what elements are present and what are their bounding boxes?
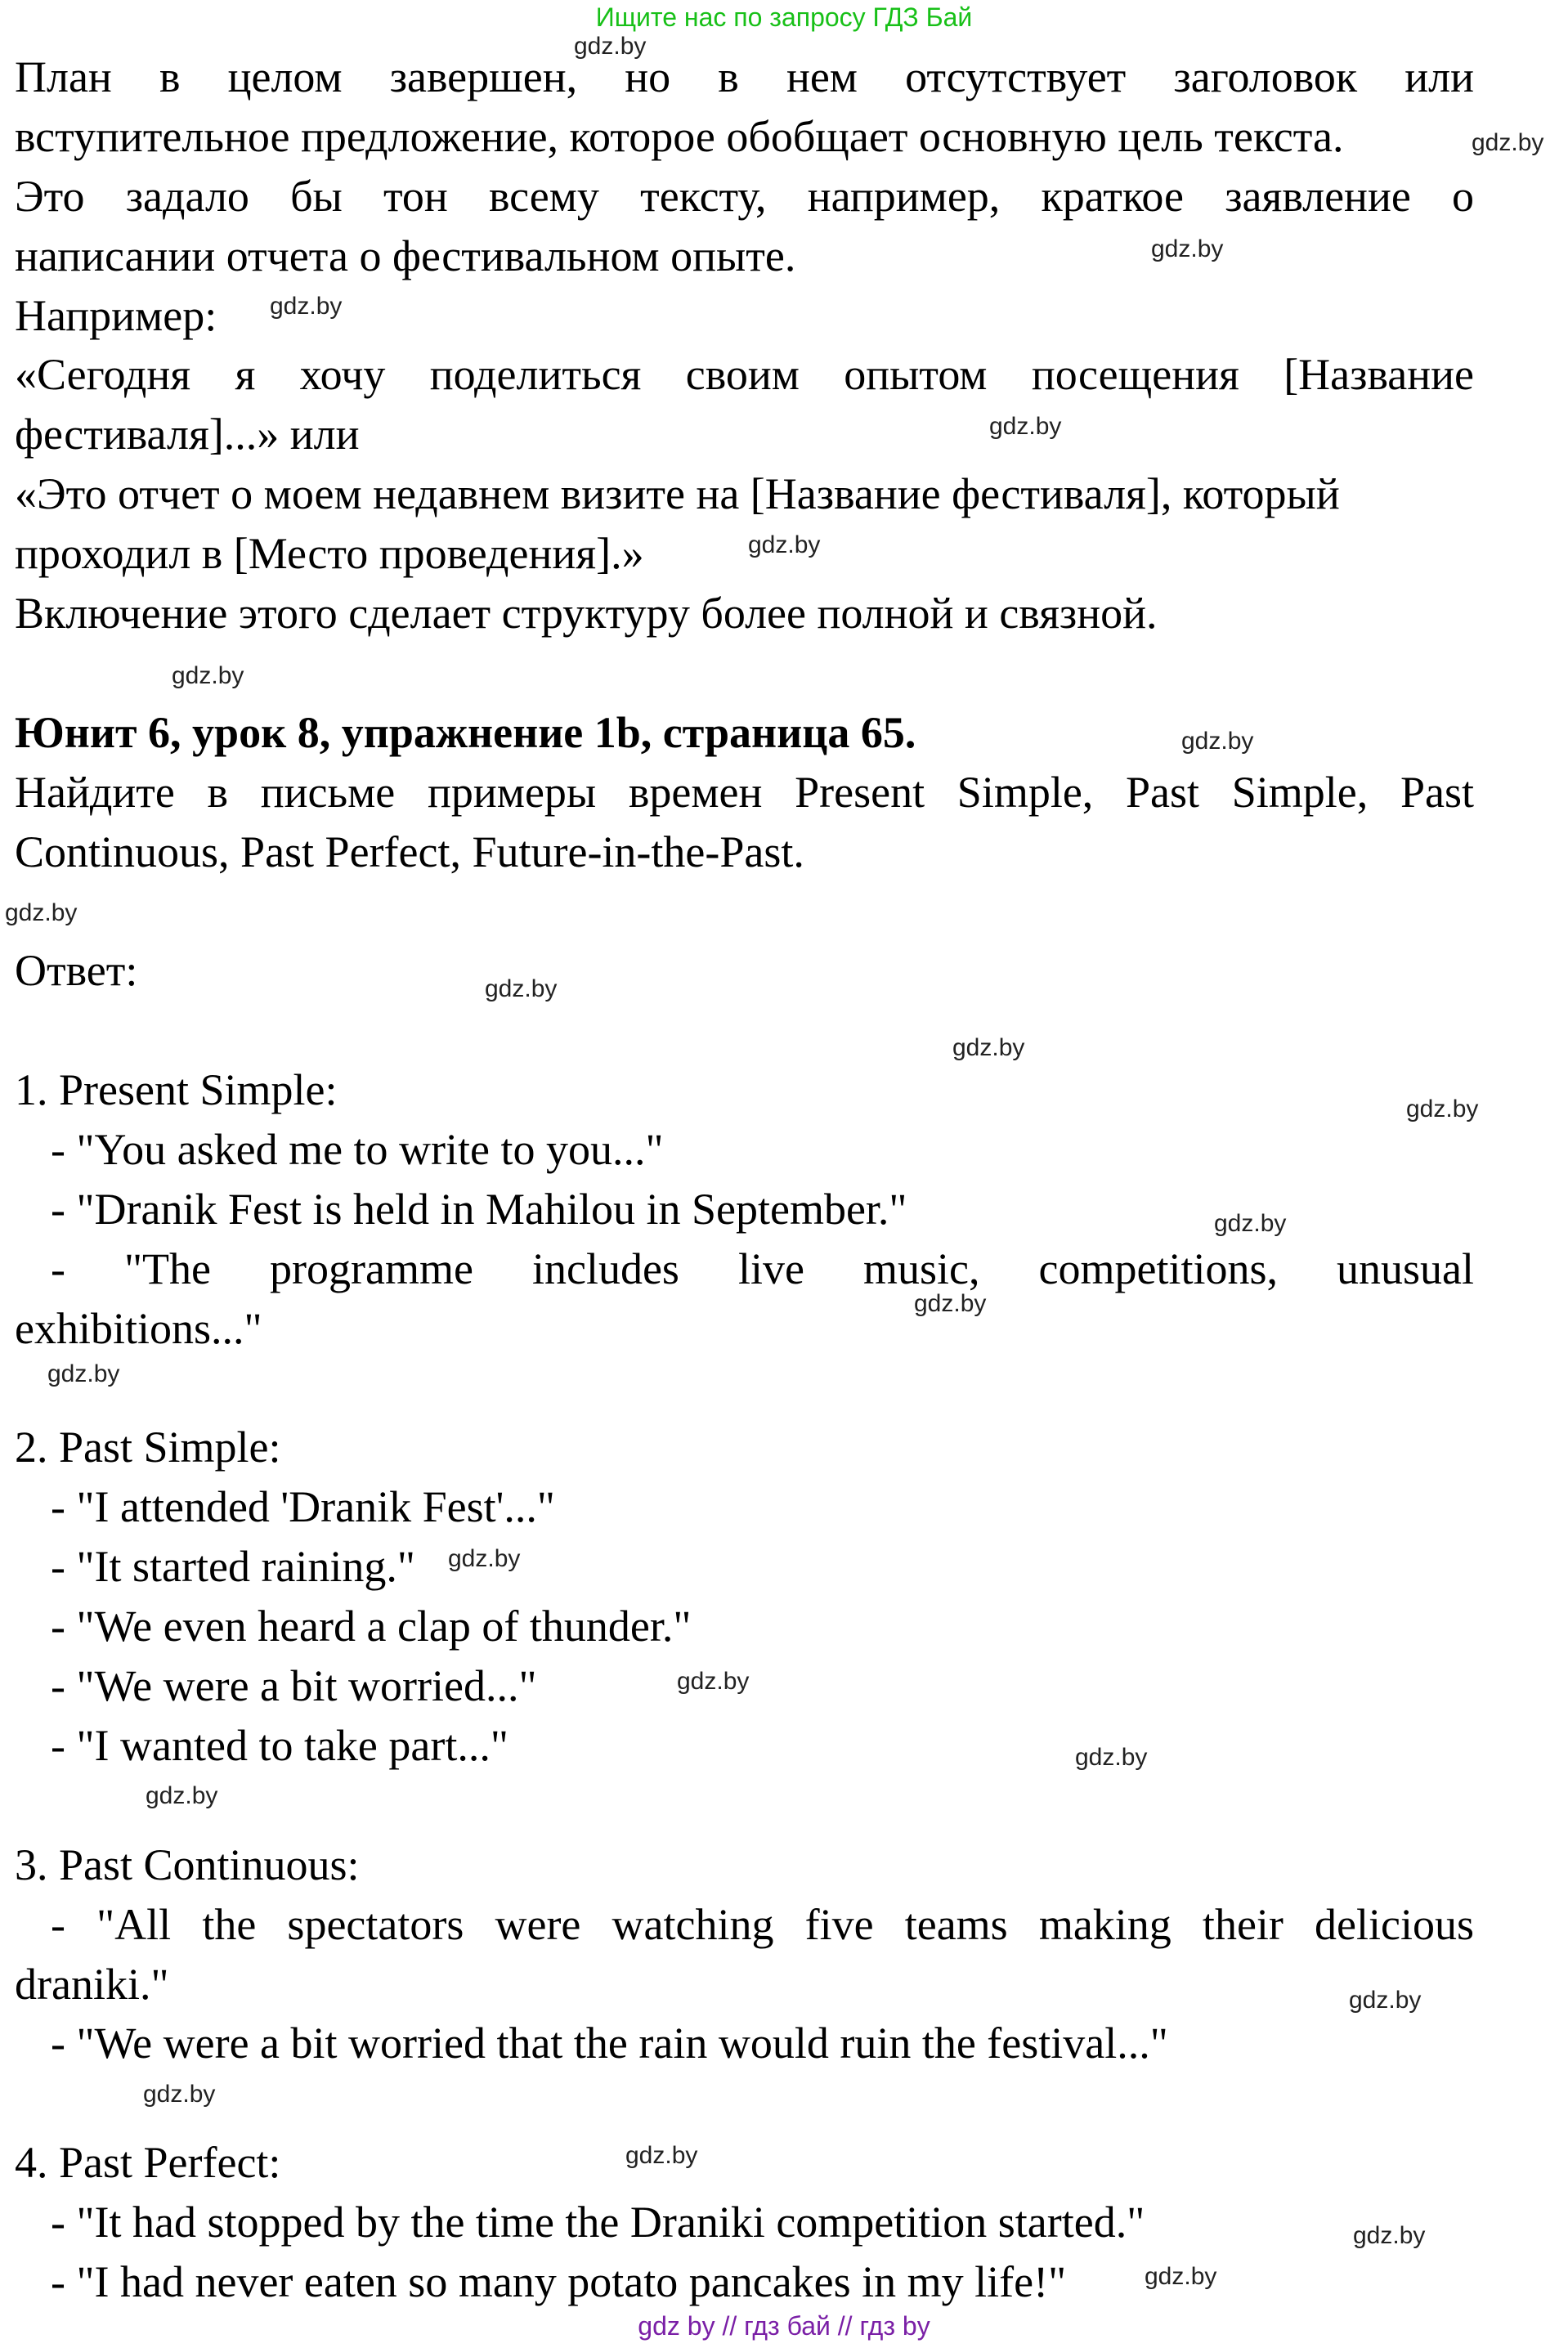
intro-line: Это задало бы тон всему тексту, например, краткое заявление о [15, 171, 1474, 221]
list-item-continuation: exhibitions..." [15, 1303, 262, 1353]
watermark: gdz.by [989, 413, 1062, 440]
list-item: - "Dranik Fest is held in Mahilou in September." [51, 1184, 907, 1234]
intro-line: фестиваля]...» или [15, 410, 360, 459]
watermark: gdz.by [1181, 728, 1254, 755]
watermark: gdz.by [143, 2081, 216, 2108]
intro-line: проходил в [Место проведения].» [15, 529, 644, 579]
watermark: gdz.by [172, 662, 244, 689]
watermark: gdz.by [1075, 1744, 1148, 1771]
list-item: - "We were a bit worried that the rain would ruin the festival..." [51, 2019, 1168, 2068]
watermark: gdz.by [5, 899, 78, 926]
watermark: gdz.by [914, 1290, 987, 1317]
intro-line: «Это отчет о моем недавнем визите на [Название фестиваля], который [15, 469, 1340, 519]
spacer [15, 1359, 1474, 1418]
section-title-present-simple: 1. Present Simple: [15, 1065, 338, 1115]
list-item: - "You asked me to write to you..." [51, 1125, 664, 1175]
answer-label: Ответ: [15, 946, 138, 996]
intro-line: Включение этого сделает структуру более полной и связной. [15, 589, 1158, 639]
list-item: - "I had never eaten so many potato pancakes in my life!" [51, 2256, 1067, 2306]
list-item: - "The programme includes live music, competitions, unusual [51, 1243, 1474, 1293]
list-item: - "We were a bit worried..." [51, 1661, 537, 1711]
spacer [15, 1776, 1474, 1835]
list-item: - "All the spectators were watching five teams making their delicious [51, 1899, 1474, 1949]
intro-line: План в целом завершен, но в нем отсутствует заголовок или [15, 52, 1474, 101]
watermark: gdz.by [485, 975, 558, 1002]
watermark: gdz.by [574, 33, 647, 60]
watermark: gdz.by [952, 1034, 1025, 1061]
watermark: gdz.by [677, 1668, 750, 1695]
watermark: gdz.by [1349, 1987, 1422, 2014]
watermark: gdz.by [47, 1360, 120, 1387]
section-title-past-continuous: 3. Past Continuous: [15, 1839, 360, 1889]
watermark: gdz.by [1353, 2222, 1426, 2249]
list-item: - "I attended 'Dranik Fest'..." [51, 1482, 555, 1532]
intro-line: «Сегодня я хочу поделиться своим опытом посещения [Название [15, 350, 1474, 400]
watermark: gdz.by [448, 1545, 521, 1572]
footer-links[interactable]: gdz by // гдз бай // гдз by [638, 2311, 930, 2341]
watermark: gdz.by [625, 2142, 698, 2169]
section-title-past-simple: 2. Past Simple: [15, 1423, 281, 1472]
watermark: gdz.by [1406, 1096, 1479, 1122]
list-item-continuation: draniki." [15, 1959, 169, 2009]
list-item: - "I wanted to take part..." [51, 1720, 508, 1770]
section-title-past-perfect: 4. Past Perfect: [15, 2138, 281, 2188]
exercise-task-line: Continuous, Past Perfect, Future-in-the-Past. [15, 827, 804, 876]
exercise-task-line: Найдите в письме примеры времен Present Simple, Past Simple, Past [15, 767, 1474, 817]
spacer [15, 881, 1474, 941]
intro-line: вступительное предложение, которое обобщает основную цель текста. [15, 111, 1344, 161]
watermark: gdz.by [270, 293, 343, 320]
watermark: gdz.by [748, 531, 821, 558]
list-item: - "It started raining." [51, 1542, 415, 1592]
intro-line: написании отчета о фестивальном опыте. [15, 231, 796, 280]
watermark: gdz.by [1214, 1210, 1287, 1237]
spacer [15, 2073, 1474, 2133]
header-search-link[interactable]: Ищите нас по запросу ГДЗ Бай [595, 2, 973, 32]
watermark: gdz.by [1472, 129, 1544, 156]
list-item: - "It had stopped by the time the Draniki competition started." [51, 2198, 1145, 2247]
spacer [15, 1001, 1474, 1060]
list-item: - "We even heard a clap of thunder." [51, 1602, 692, 1651]
watermark: gdz.by [146, 1782, 218, 1809]
watermark: gdz.by [1145, 2263, 1217, 2290]
intro-line: Например: [15, 290, 217, 340]
document-content [15, 47, 1474, 2312]
watermark: gdz.by [1151, 235, 1224, 262]
exercise-heading: Юнит 6, урок 8, упражнение 1b, страница 65. [15, 707, 916, 757]
